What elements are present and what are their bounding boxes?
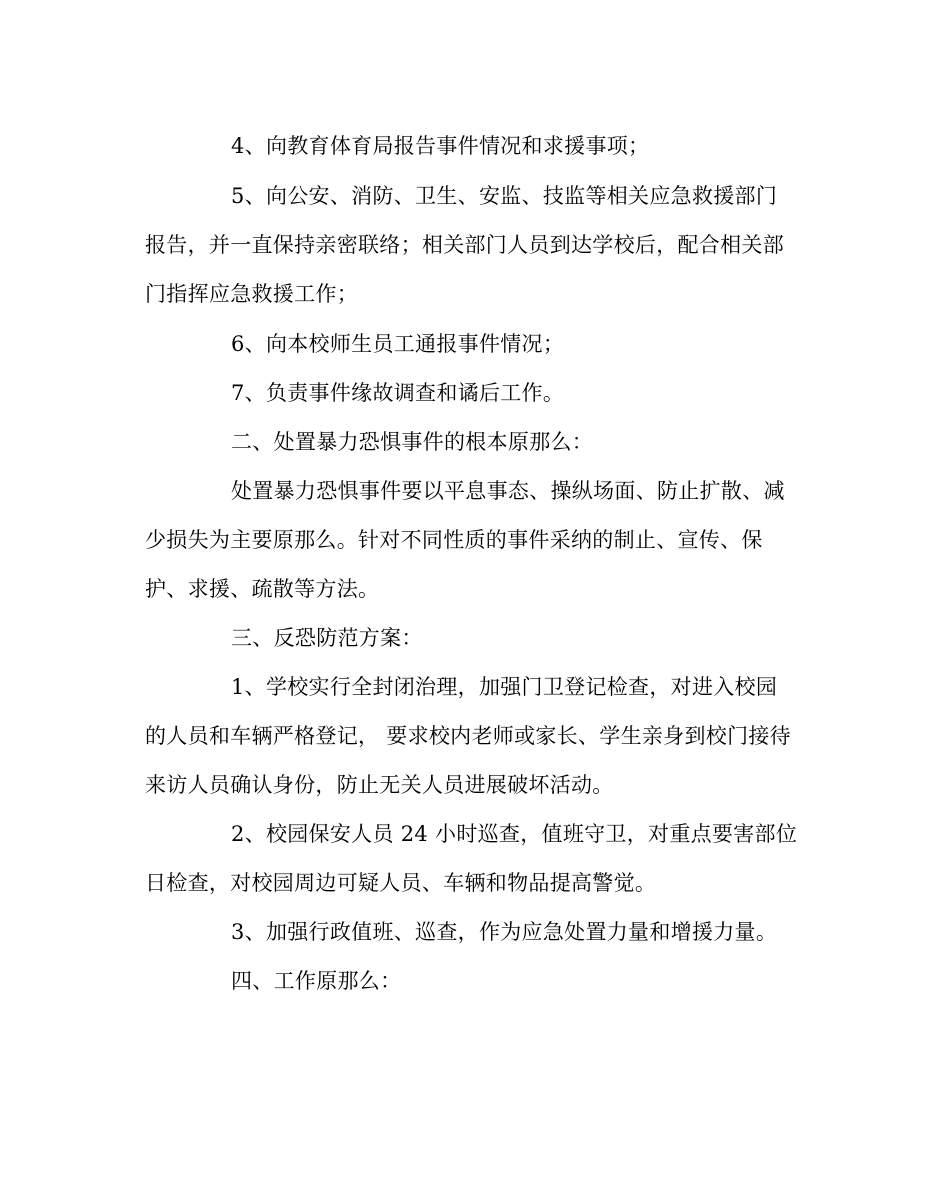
text-line: 5、向公安、消防、卫生、安监、技监等相关应急救援部门 (231, 184, 778, 208)
text-line: 护、求援、疏散等方法。 (145, 577, 380, 601)
section-heading: 四、工作原那么： (231, 969, 402, 993)
text-line: 4、向教育体育局报告事件情况和求援事项； (231, 134, 650, 158)
section-heading: 三、反恐防范方案： (231, 626, 423, 650)
text-line: 日检查，对校园周边可疑人员、车辆和物品提高警觉。 (145, 871, 657, 895)
text-line: 来访人员确认身份，防止无关人员进展破坏活动。 (145, 773, 614, 797)
text-line: 1、学校实行全封闭治理，加强门卫登记检查，对进入校园 (231, 675, 778, 699)
section-heading: 二、处置暴力恐惧事件的根本原那么： (231, 430, 594, 454)
text-line: 的人员和车辆严格登记， 要求校内老师或家长、学生亲身到校门接待 (145, 724, 791, 748)
text-line: 处置暴力恐惧事件要以平息事态、操纵场面、防止扩散、减 (231, 479, 785, 503)
text-line: 门指挥应急救援工作； (145, 282, 358, 306)
text-line: 少损失为主要原那么。针对不同性质的事件采纳的制止、宣传、保 (145, 528, 763, 552)
text-line: 7、负责事件缘故调查和谲后工作。 (231, 381, 565, 405)
text-line: 2、校园保安人员 24 小时巡查，值班守卫，对重点要害部位 (231, 822, 798, 846)
text-line: 3、加强行政值班、巡查，作为应急处置力量和增援力量。 (231, 920, 778, 944)
text-line: 报告，并一直保持亲密联络；相关部门人员到达学校后，配合相关部 (145, 233, 784, 257)
text-line: 6、向本校师生员工通报事件情况； (231, 332, 565, 356)
